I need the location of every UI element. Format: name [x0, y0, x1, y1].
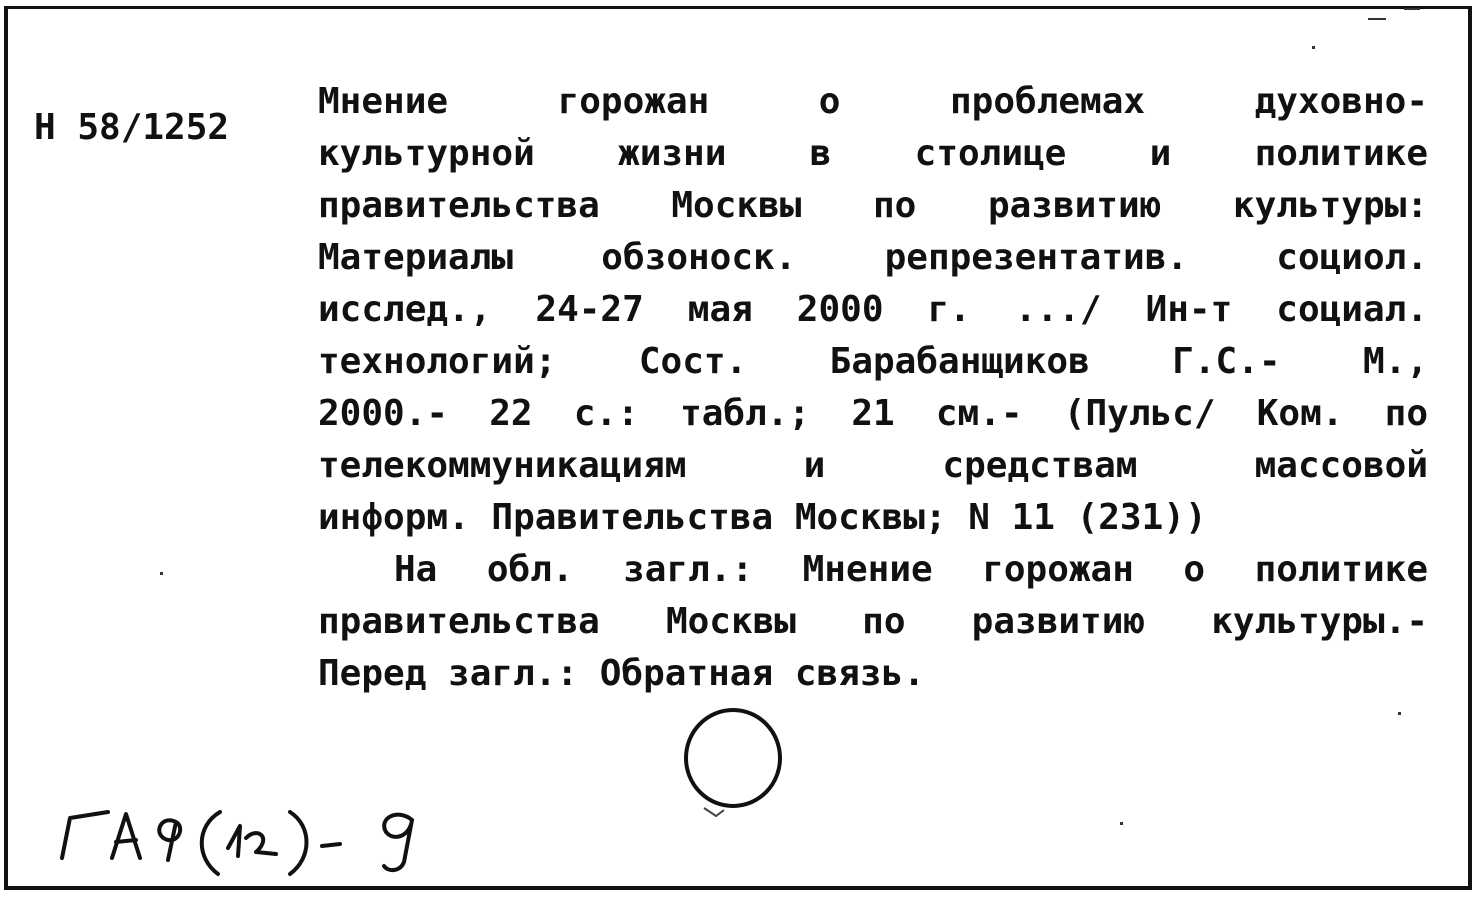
speck [1368, 18, 1386, 20]
entry-line-6: технологий; Сост. Барабанщиков Г.С.- М., [318, 341, 1428, 382]
entry-line-7: 2000.- 22 с.: табл.; 21 см.- (Пульс/ Ком. по [318, 393, 1428, 434]
speck [1404, 8, 1420, 10]
entry-line-8: телекоммуникациям и средствам массовой [318, 445, 1428, 486]
shelfmark: Н 58/1252 [34, 107, 230, 148]
entry-line-1: Мнение горожан о проблемах духовно- [318, 81, 1428, 122]
entry-line-3: правительства Москвы по развитию культуры: [318, 185, 1428, 226]
entry-line-10: На обл. загл.: Мнение горожан о политике [394, 549, 1428, 590]
entry-line-9: информ. Правительства Москвы; N 11 (231)) [318, 497, 1207, 538]
entry-line-4: Материалы обзоноск. репрезентатив. социол. [318, 237, 1428, 278]
entry-line-12: Перед загл.: Обратная связь. [318, 653, 925, 694]
speck [1120, 822, 1123, 825]
bibliographic-entry [318, 76, 1428, 700]
speck [1312, 46, 1315, 49]
entry-line-5: исслед., 24-27 мая 2000 г. .../ Ин-т социал. [318, 289, 1428, 330]
speck [160, 572, 163, 575]
entry-line-2: культурной жизни в столице и политике [318, 133, 1428, 174]
entry-line-11: правительства Москвы по развитию культуры.- [318, 601, 1428, 642]
speck [1398, 712, 1401, 715]
